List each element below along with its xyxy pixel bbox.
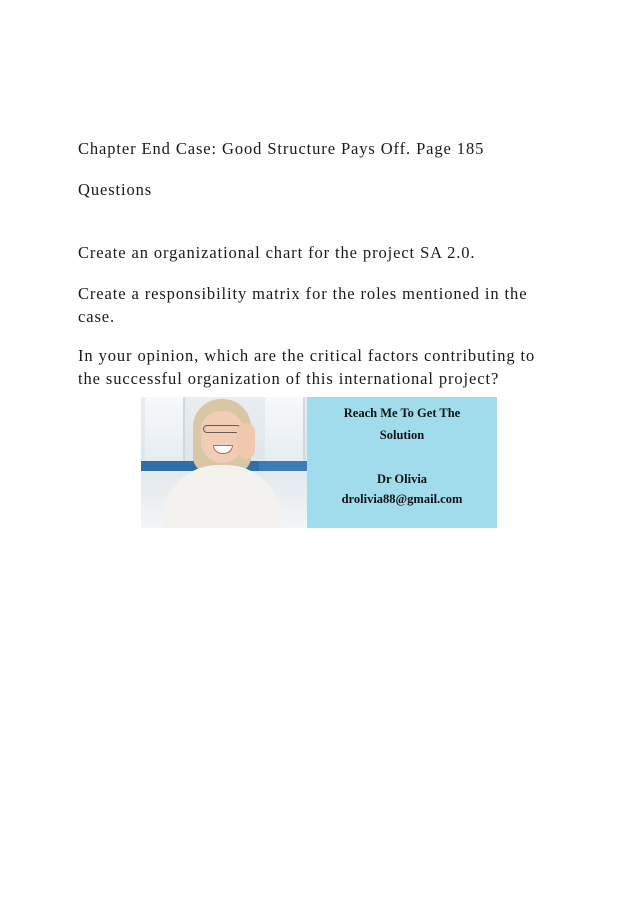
case-title: Chapter End Case: Good Structure Pays Off. Page 185	[78, 139, 485, 158]
banner-heading-line2: Solution	[379, 428, 425, 442]
contact-name: Dr Olivia	[376, 472, 428, 486]
question-item: Create a responsibility matrix for the roles mentioned in the case.	[78, 284, 528, 326]
contact-info-panel	[307, 397, 497, 528]
window-decoration	[265, 397, 305, 467]
question-item: Create an organizational chart for the project SA 2.0.	[78, 243, 476, 262]
questions-heading: Questions	[78, 180, 153, 199]
question-item: In your opinion, which are the critical factors contributing to the successful organization of this international project?	[78, 346, 536, 388]
window-decoration	[145, 397, 185, 467]
desk-decoration	[259, 461, 307, 471]
banner-heading: Reach Me To Get The	[343, 406, 461, 420]
contact-email: drolivia88@gmail.com	[341, 492, 463, 506]
blouse-shape	[163, 465, 281, 528]
contact-banner	[141, 397, 497, 528]
woman-photo	[141, 397, 307, 528]
hand-shape	[237, 423, 255, 459]
glasses-shape	[203, 425, 241, 433]
